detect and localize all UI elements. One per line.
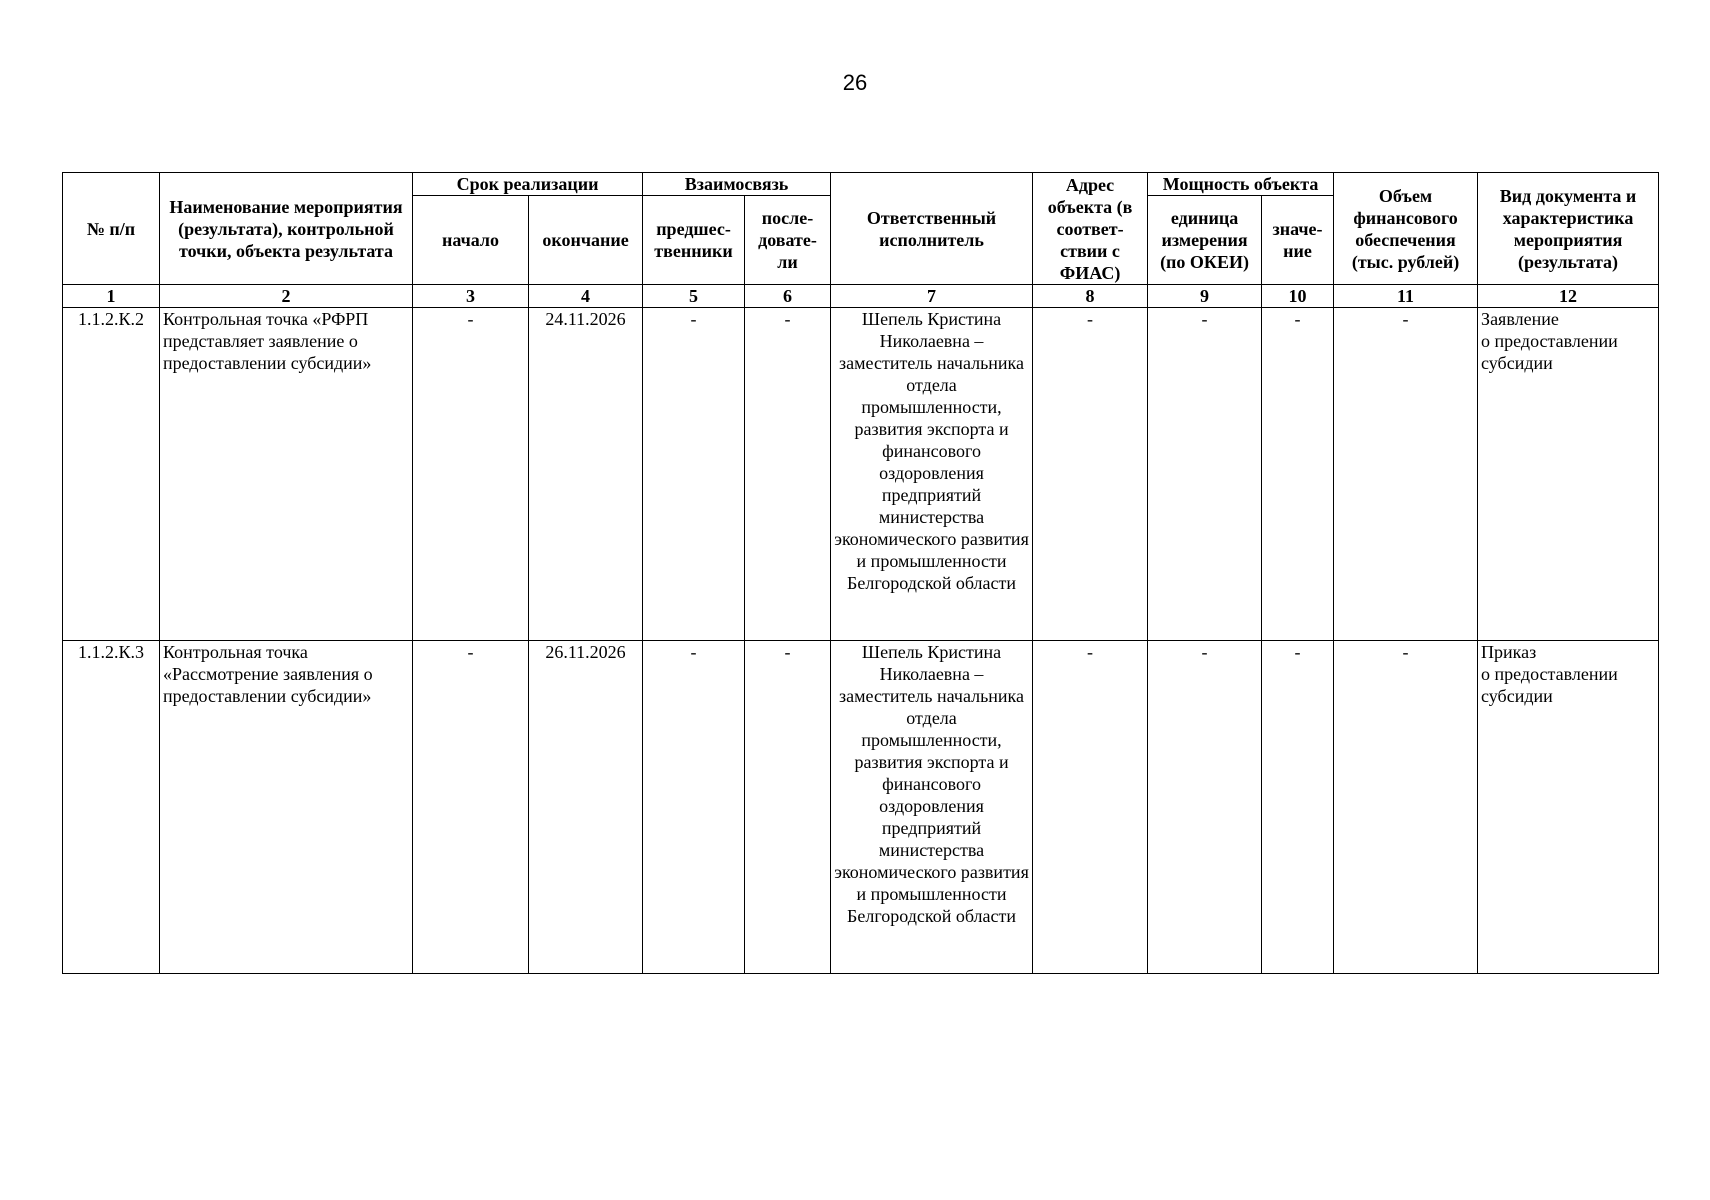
row-address: - <box>1033 641 1148 974</box>
doc-type-line1: Заявление <box>1481 309 1559 329</box>
column-number-row <box>63 285 1659 308</box>
row-end: 26.11.2026 <box>529 641 643 974</box>
row-prev: - <box>643 308 745 641</box>
header-address: Адрес объекта (в соответ-ствии с ФИАС) <box>1033 173 1148 285</box>
column-number: 4 <box>529 285 643 308</box>
row-finance: - <box>1334 308 1478 641</box>
row-start: - <box>413 641 529 974</box>
column-number: 8 <box>1033 285 1148 308</box>
header-term-start: начало <box>413 196 529 285</box>
row-name: Контрольная точка «Рассмотрение заявления о предоставлении субсидии» <box>160 641 413 974</box>
header-link: Взаимосвязь <box>643 173 831 196</box>
header-capacity-unit: единица измерения (по ОКЕИ) <box>1148 196 1262 285</box>
header-num: № п/п <box>63 173 160 285</box>
doc-type-line2: о предоставлении субсидии <box>1481 331 1618 373</box>
header-responsible: Ответственный исполнитель <box>831 173 1033 285</box>
row-address: - <box>1033 308 1148 641</box>
row-next: - <box>745 641 831 974</box>
header-term-end: окончание <box>529 196 643 285</box>
column-number: 6 <box>745 285 831 308</box>
header-capacity: Мощность объекта <box>1148 173 1334 196</box>
row-doc-type <box>1478 641 1659 974</box>
column-number: 11 <box>1334 285 1478 308</box>
row-name: Контрольная точка «РФРП представляет заявление о предоставлении субсидии» <box>160 308 413 641</box>
header-finance: Объем финансового обеспечения (тыс. рублей) <box>1334 173 1478 285</box>
row-next: - <box>745 308 831 641</box>
column-number: 3 <box>413 285 529 308</box>
doc-type-line1: Приказ <box>1481 642 1537 662</box>
plan-table <box>62 172 1659 974</box>
header-link-prev: предшес-твенники <box>643 196 745 285</box>
row-code: 1.1.2.К.2 <box>63 308 160 641</box>
header-link-next: после-довате-ли <box>745 196 831 285</box>
row-start: - <box>413 308 529 641</box>
header-term: Срок реализации <box>413 173 643 196</box>
column-number: 5 <box>643 285 745 308</box>
page-number: 26 <box>842 70 868 95</box>
column-number: 12 <box>1478 285 1659 308</box>
header-name: Наименование мероприятия (результата), контрольной точки, объекта результата <box>160 173 413 285</box>
row-doc-type <box>1478 308 1659 641</box>
doc-type-line2: о предоставлении субсидии <box>1481 664 1618 706</box>
row-finance: - <box>1334 641 1478 974</box>
header-row-top <box>63 173 1659 196</box>
header-doc-type: Вид документа и характеристика мероприятия (результата) <box>1478 173 1659 285</box>
row-value: - <box>1262 308 1334 641</box>
row-unit: - <box>1148 641 1262 974</box>
column-number: 2 <box>160 285 413 308</box>
row-responsible: Шепель Кристина Николаевна – заместитель начальника отдела промышленности, развития экспорта и финансового оздоровления предприятий министерства экономического развития и промышленности Белгородской области <box>831 308 1033 641</box>
row-unit: - <box>1148 308 1262 641</box>
table-row <box>63 308 1659 641</box>
row-code: 1.1.2.К.3 <box>63 641 160 974</box>
column-number: 10 <box>1262 285 1334 308</box>
column-number: 7 <box>831 285 1033 308</box>
column-number: 9 <box>1148 285 1262 308</box>
table-row <box>63 641 1659 974</box>
column-number: 1 <box>63 285 160 308</box>
row-value: - <box>1262 641 1334 974</box>
row-responsible: Шепель Кристина Николаевна – заместитель начальника отдела промышленности, развития экспорта и финансового оздоровления предприятий министерства экономического развития и промышленности Белгородской области <box>831 641 1033 974</box>
row-end: 24.11.2026 <box>529 308 643 641</box>
header-capacity-value: значе-ние <box>1262 196 1334 285</box>
row-prev: - <box>643 641 745 974</box>
